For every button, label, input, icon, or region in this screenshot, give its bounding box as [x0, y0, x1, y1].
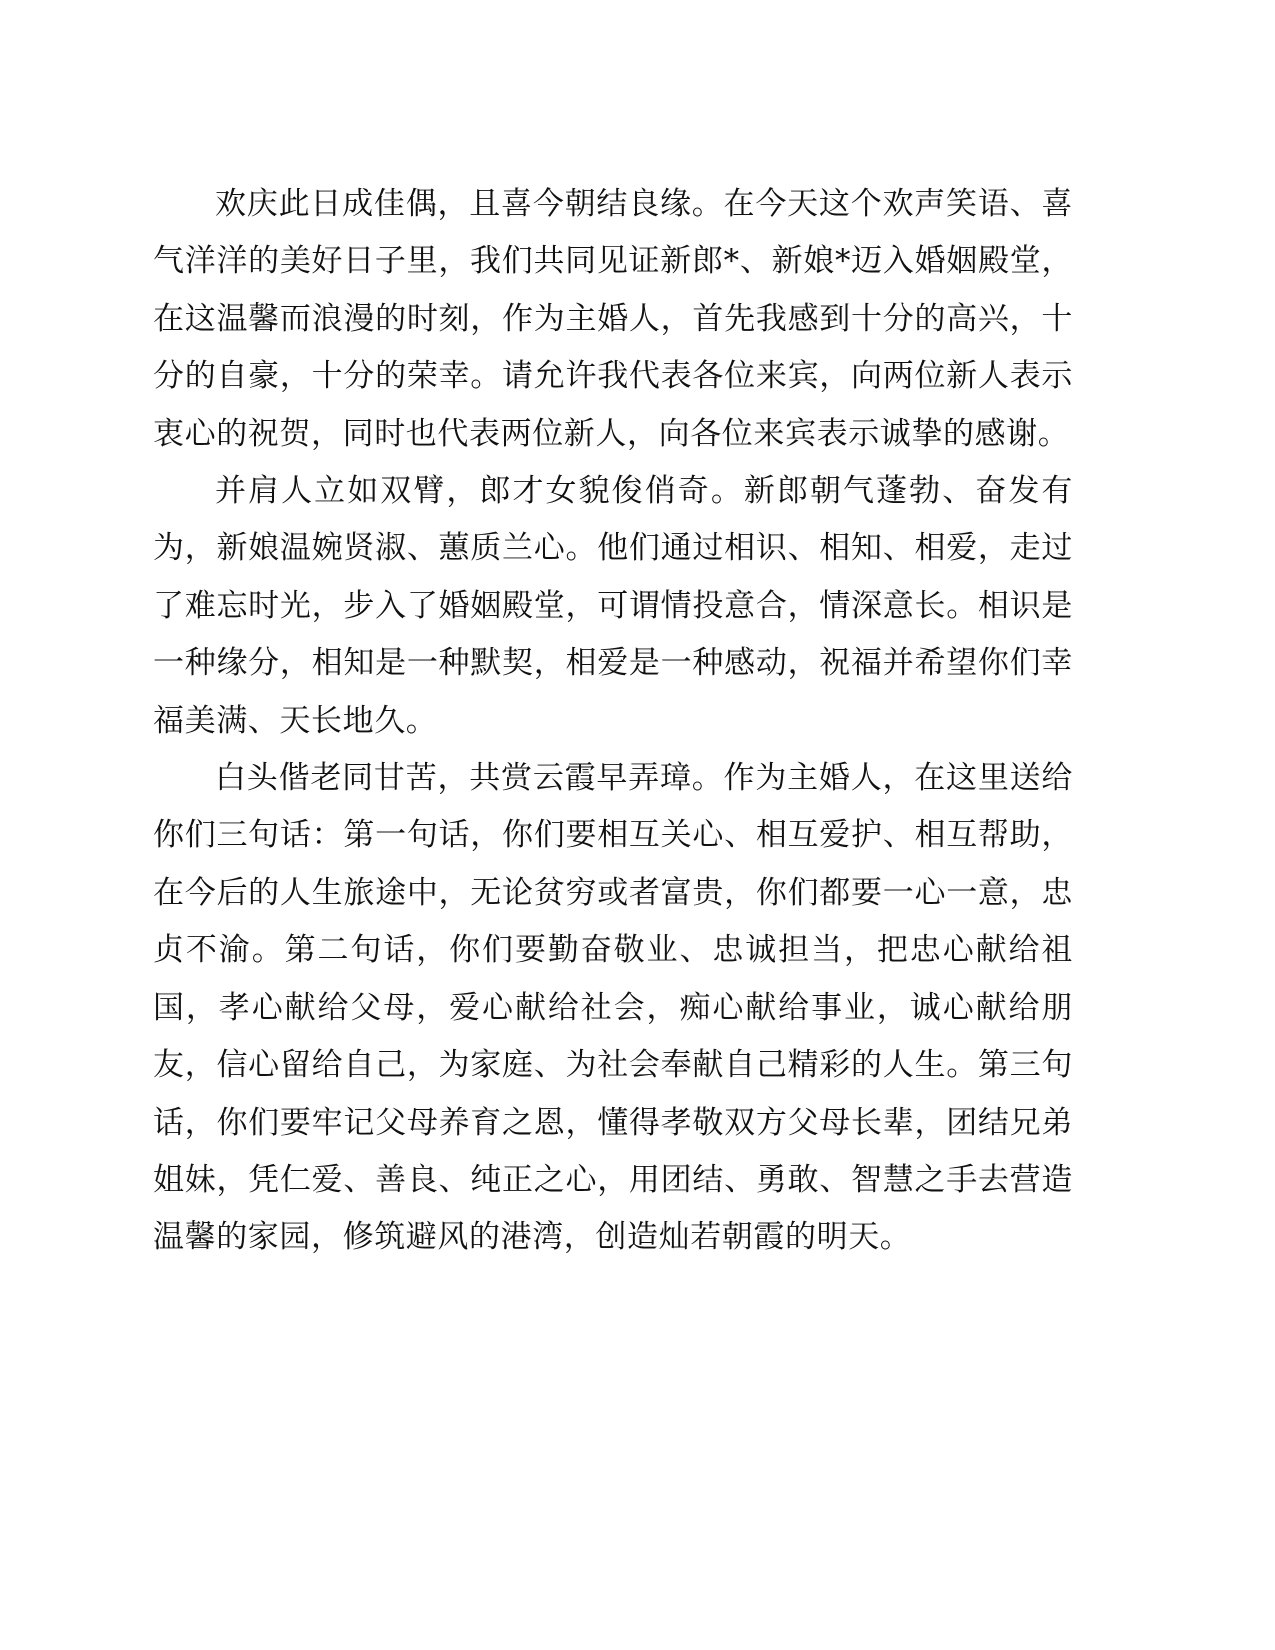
paragraph-3: 白头偕老同甘苦，共赏云霞早弄璋。作为主婚人，在这里送给你们三句话：第一句话，你们要相互关心、相互爱护、相互帮助，在今后的人生旅途中，无论贫穷或者富贵，你们都要一心一意，忠贞不渝。第二句话，你们要勤奋敬业、忠诚担当，把忠心献给祖国，孝心献给父母，爱心献给社会，痴心献给事业，诚心献给朋友，信心留给自己，为家庭、为社会奉献自己精彩的人生。第三句话，你们要牢记父母养育之恩，懂得孝敬双方父母长辈，团结兄弟姐妹，凭仁爱、善良、纯正之心，用团结、勇敢、智慧之手去营造温馨的家园，修筑避风的港湾，创造灿若朝霞的明天。	[153, 760, 1073, 1256]
paragraph-2: 并肩人立如双臂，郎才女貌俊俏奇。新郎朝气蓬勃、奋发有为，新娘温婉贤淑、蕙质兰心。他们通过相识、相知、相爱，走过了难忘时光，步入了婚姻殿堂，可谓情投意合，情深意长。相识是一种缘分，相知是一种默契，相爱是一种感动，祝福并希望你们幸福美满、天长地久。	[153, 473, 1073, 739]
document-body	[153, 176, 1073, 1267]
paragraph-1: 欢庆此日成佳偶，且喜今朝结良缘。在今天这个欢声笑语、喜气洋洋的美好日子里，我们共同见证新郎*、新娘*迈入婚姻殿堂，在这温馨而浪漫的时刻，作为主婚人，首先我感到十分的高兴，十分的自豪，十分的荣幸。请允许我代表各位来宾，向两位新人表示衷心的祝贺，同时也代表两位新人，向各位来宾表示诚挚的感谢。	[153, 186, 1073, 452]
